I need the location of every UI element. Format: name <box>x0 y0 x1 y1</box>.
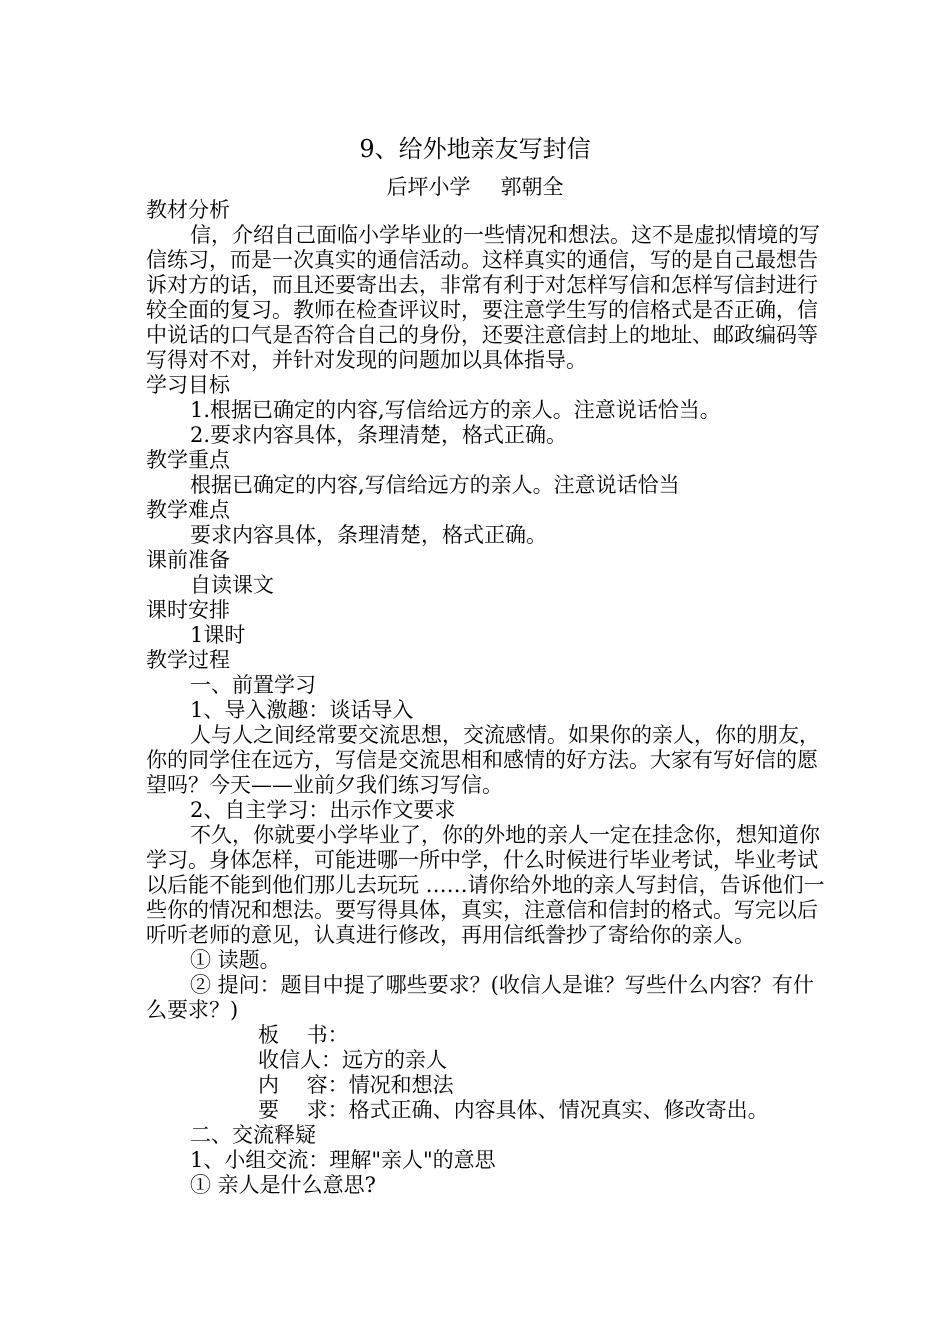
board-recipient: 收信人：远方的亲人 <box>258 1048 447 1072</box>
time-text: 1课时 <box>190 623 246 647</box>
section-heading-prep: 课前准备 <box>146 548 230 572</box>
goal-item-2: 2.要求内容具体，条理清楚，格式正确。 <box>190 423 568 447</box>
question-1: ① 读题。 <box>190 948 281 972</box>
section-heading-time: 课时安排 <box>146 598 230 622</box>
section-heading-key: 教学重点 <box>146 448 230 472</box>
part-heading-2: 二、交流释疑 <box>190 1123 316 1147</box>
analysis-paragraph: 信，介绍自己面临小学毕业的一些情况和想法。这不是虚拟情境的写信练习，而是一次真实的通信活动。这样真实的通信，写的是自己最想告诉对方的话，而且还要寄出去，非常有利于对怎样写信和怎样写信封进行较全面的复习。教师在检查评议时，要注意学生写的信格式是否正确，信中说话的口气是否符合自己的身份，还要注意信封上的地址、邮政编码等写得对不对，并针对发现的问题加以具体指导。 <box>146 223 820 372</box>
document-body <box>146 198 826 1198</box>
step1-paragraph: 人与人之间经常要交流思想，交流感情。如果你的亲人，你的朋友，你的同学住在远方，写信是交流思相和感情的好方法。大家有写好信的愿望吗？今天——业前夕我们练习写信。 <box>146 723 820 797</box>
section-heading-goals: 学习目标 <box>146 373 230 397</box>
section-heading-process: 教学过程 <box>146 648 230 672</box>
goal-item-1: 1.根据已确定的内容,写信给远方的亲人。注意说话恰当。 <box>190 398 721 422</box>
school-name: 后坪小学 <box>386 175 471 199</box>
board-title: 板 书： <box>258 1023 349 1047</box>
document-title: 9、给外地亲友写封信 <box>359 135 591 163</box>
step-heading-1: 1、导入激趣：谈话导入 <box>190 698 414 722</box>
difficulty-text: 要求内容具体，条理清楚，格式正确。 <box>190 523 547 547</box>
step2-paragraph: 不久，你就要小学毕业了，你的外地的亲人一定在挂念你，想知道你学习。身体怎样，可能进哪一所中学，什么时候进行毕业考试，毕业考试以后能不能到他们那儿去玩玩 ……请你给外地的亲人写封信，告诉他们一些你的情况和想法。要写得具体，真实，注意信和信封的格式。写完以后听听老师的意见，认真进行修改，再用信纸誊抄了寄给你的亲人。 <box>146 823 825 947</box>
section-heading-difficulty: 教学难点 <box>146 498 230 522</box>
question-2: ② 提问：题目中提了哪些要求？(收信人是谁？写些什么内容？有什么要求？) <box>146 973 814 1022</box>
part-heading-1: 一、前置学习 <box>190 673 316 697</box>
board-content: 内 容：情况和想法 <box>258 1073 454 1097</box>
author-name: 郭朝全 <box>500 175 564 199</box>
board-requirements: 要 求：格式正确、内容具体、情况真实、修改寄出。 <box>258 1098 769 1122</box>
key-text: 根据已确定的内容,写信给远方的亲人。注意说话恰当 <box>190 473 680 497</box>
step-heading-2: 2、自主学习：出示作文要求 <box>190 798 456 822</box>
question-3: ① 亲人是什么意思? <box>190 1173 376 1197</box>
section-heading-analysis: 教材分析 <box>146 198 230 222</box>
prep-text: 自读课文 <box>190 573 274 597</box>
step-heading-3: 1、小组交流：理解"亲人"的意思 <box>190 1148 496 1172</box>
